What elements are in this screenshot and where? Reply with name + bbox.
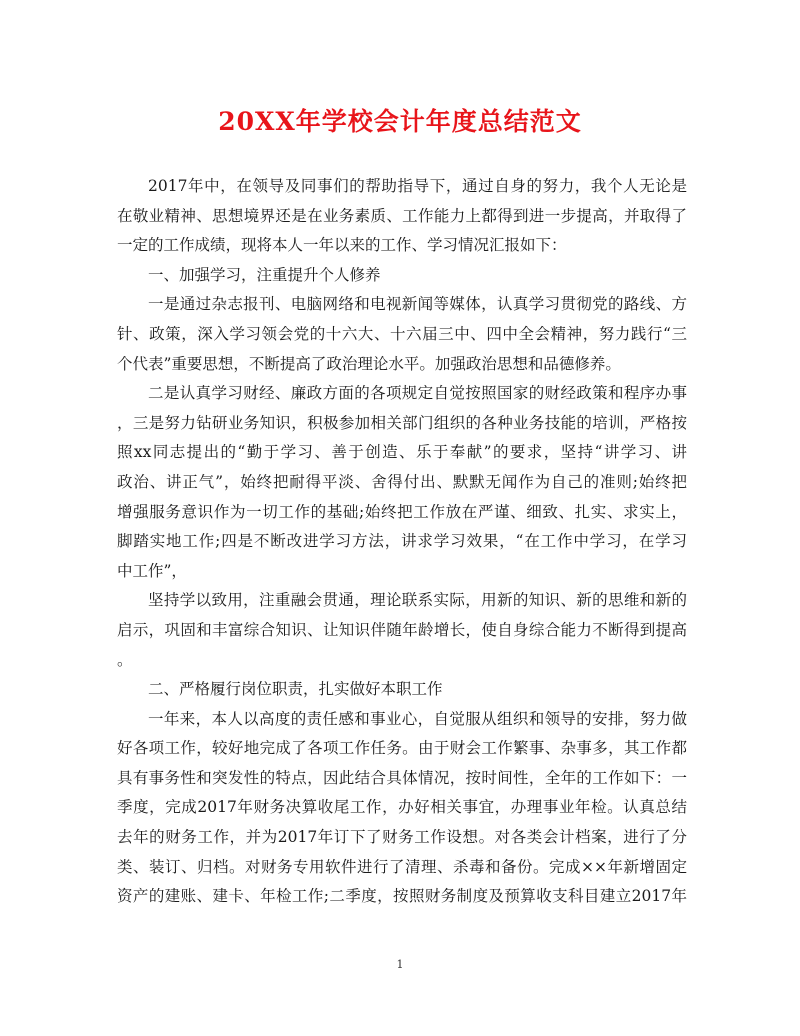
paragraph-line: 照xx同志提出的“勤于学习、善于创造、乐于奉献”的要求，坚持“讲学习、讲 [117, 443, 687, 462]
paragraph-line: 。 [117, 650, 133, 669]
paragraph-line: 启示，巩固和丰富综合知识、让知识伴随年龄增长，使自身综合能力不断得到提高 [117, 620, 687, 639]
paragraph-line: 政治、讲正气”，始终把耐得平淡、舍得付出、默默无闻作为自己的准则;始终把 [117, 472, 687, 491]
document-body [117, 172, 687, 912]
paragraph-line: 类、装订、归档。对财务专用软件进行了清理、杀毒和备份。完成××年新增固定 [117, 857, 687, 876]
paragraph-line: 增强服务意识作为一切工作的基础;始终把工作放在严谨、细致、扎实、求实上， [117, 502, 687, 521]
section-heading: 二、严格履行岗位职责，扎实做好本职工作 [148, 680, 443, 699]
paragraph-line: 2017年中，在领导及同事们的帮助指导下，通过自身的努力，我个人无论是 [148, 177, 687, 195]
paragraph-line: 一是通过杂志报刊、电脑网络和电视新闻等媒体，认真学习贯彻党的路线、方 [148, 295, 687, 314]
paragraph-line: 一定的工作成绩，现将本人一年以来的工作、学习情况汇报如下： [117, 236, 567, 255]
paragraph-line: 针、政策，深入学习领会党的十六大、十六届三中、四中全会精神，努力践行“三 [117, 324, 687, 343]
paragraph-line: 坚持学以致用，注重融会贯通，理论联系实际，用新的知识、新的思维和新的 [148, 591, 687, 610]
paragraph-line: 季度，完成2017年财务决算收尾工作，办好相关事宜，办理事业年检。认真总结 [117, 798, 687, 817]
document-title: 20XX年学校会计年度总结范文 [218, 107, 582, 136]
paragraph-line: 中工作”， [117, 561, 187, 580]
paragraph-line: ，三是努力钻研业务知识，积极参加相关部门组织的各种业务技能的培训，严格按 [117, 413, 687, 432]
page-number: 1 [396, 958, 404, 971]
paragraph-line: 在敬业精神、思想境界还是在业务素质、工作能力上都得到进一步提高，并取得了 [117, 206, 687, 225]
paragraph-line: 具有事务性和突发性的特点，因此结合具体情况，按时间性，全年的工作如下：一 [117, 768, 687, 787]
paragraph-line: 一年来，本人以高度的责任感和事业心，自觉服从组织和领导的安排，努力做 [148, 709, 687, 728]
paragraph-line: 个代表”重要思想，不断提高了政治理论水平。加强政治思想和品德修养。 [117, 354, 621, 373]
paragraph-line: 脚踏实地工作;四是不断改进学习方法，讲求学习效果，“在工作中学习，在学习 [117, 532, 687, 551]
paragraph-line: 好各项工作，较好地完成了各项工作任务。由于财会工作繁事、杂事多，其工作都 [117, 739, 687, 758]
paragraph-line: 二是认真学习财经、廉政方面的各项规定自觉按照国家的财经政策和程序办事 [148, 384, 687, 403]
section-heading: 一、加强学习，注重提升个人修养 [148, 265, 381, 284]
paragraph-line: 去年的财务工作，并为2017年订下了财务工作设想。对各类会计档案，进行了分 [117, 828, 687, 847]
paragraph-line: 资产的建账、建卡、年检工作;二季度，按照财务制度及预算收支科目建立2017年 [117, 887, 687, 906]
